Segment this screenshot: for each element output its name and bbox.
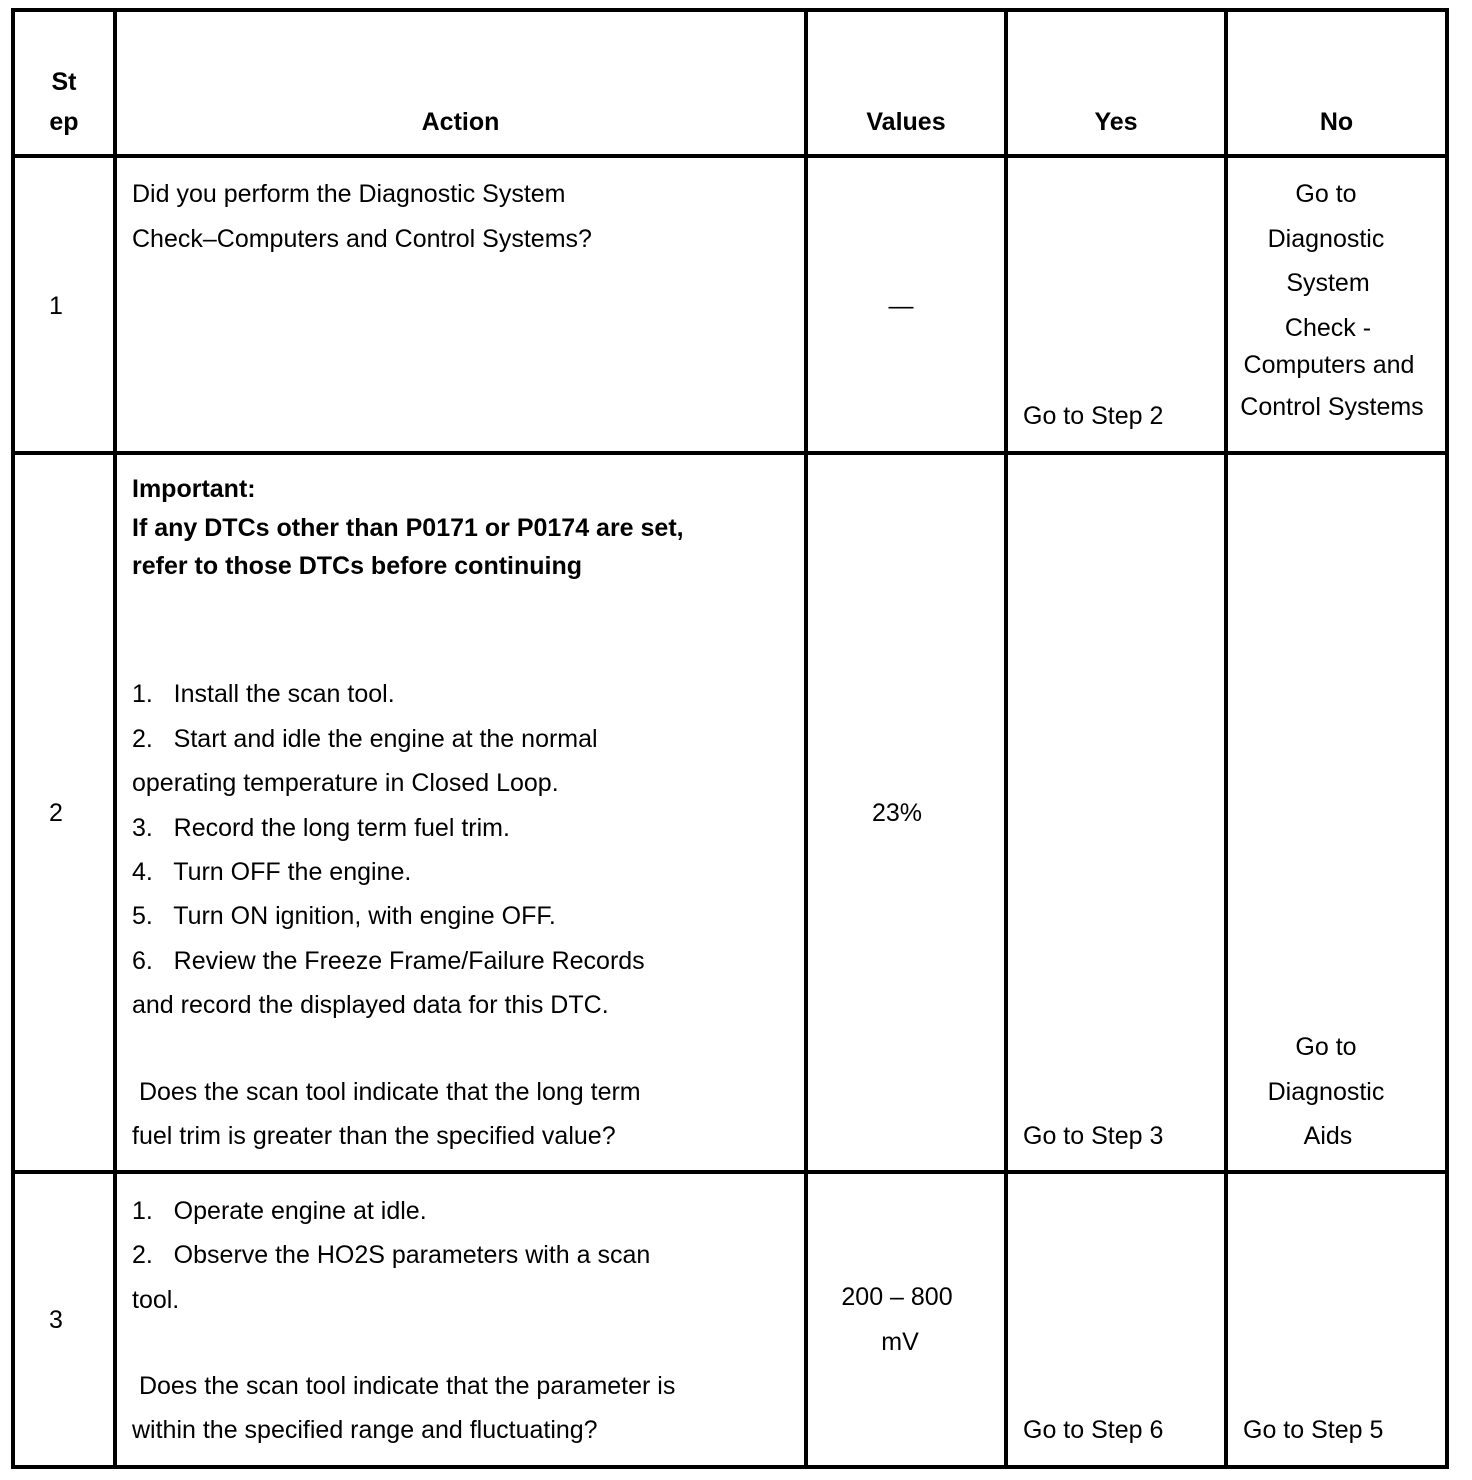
row2-action-line3: operating temperature in Closed Loop. bbox=[132, 769, 559, 797]
header-divider bbox=[11, 154, 1449, 158]
row2-important-line1: If any DTCs other than P0171 or P0174 are set, bbox=[132, 514, 684, 542]
row3-action-line4: Does the scan tool indicate that the parameter is bbox=[132, 1372, 676, 1400]
row1-value: — bbox=[888, 292, 914, 320]
row3-action-line2: 2. Observe the HO2S parameters with a scan bbox=[132, 1241, 651, 1269]
row2-important-heading: Important: bbox=[132, 475, 256, 503]
row2-action-line5: 4. Turn OFF the engine. bbox=[132, 858, 412, 886]
row3-value-line1: 200 – 800 bbox=[841, 1283, 953, 1311]
row2-action-line6: 5. Turn ON ignition, with engine OFF. bbox=[132, 902, 556, 930]
row3-action-line3: tool. bbox=[132, 1286, 180, 1314]
header-action: Action bbox=[421, 108, 500, 136]
table-border-bottom bbox=[11, 1465, 1449, 1469]
table-border-top bbox=[11, 8, 1449, 12]
row3-action-line1: 1. Operate engine at idle. bbox=[132, 1197, 427, 1225]
table-border-left bbox=[11, 8, 15, 1469]
row2-action-line4: 3. Record the long term fuel trim. bbox=[132, 814, 510, 842]
row2-yes: Go to Step 3 bbox=[1023, 1122, 1164, 1150]
row2-action-line10: fuel trim is greater than the specified value? bbox=[132, 1122, 616, 1150]
header-yes: Yes bbox=[1094, 108, 1138, 136]
row1-step: 1 bbox=[49, 292, 63, 320]
row2-no-line3: Aids bbox=[1303, 1122, 1353, 1150]
header-no: No bbox=[1319, 108, 1354, 136]
column-divider-action bbox=[804, 8, 808, 1469]
row2-action-line2: 2. Start and idle the engine at the normal bbox=[132, 725, 598, 753]
row3-yes: Go to Step 6 bbox=[1023, 1416, 1164, 1444]
header-step-line1: St bbox=[51, 68, 77, 96]
row3-step: 3 bbox=[49, 1306, 63, 1334]
header-step-line2: ep bbox=[49, 108, 79, 136]
row2-action-line8: and record the displayed data for this DTC. bbox=[132, 991, 609, 1019]
row3-value-line2: mV bbox=[881, 1328, 919, 1356]
column-divider-values bbox=[1004, 8, 1008, 1469]
row2-no-line1: Go to bbox=[1295, 1033, 1357, 1061]
row1-no-line3: System bbox=[1286, 269, 1370, 297]
row2-no-line2: Diagnostic bbox=[1267, 1078, 1385, 1106]
row2-action-line7: 6. Review the Freeze Frame/Failure Records bbox=[132, 947, 645, 975]
table-border-right bbox=[1445, 8, 1449, 1469]
row-divider-1 bbox=[11, 451, 1449, 455]
row1-no-line5: Computers and bbox=[1243, 351, 1415, 379]
row1-no-line1: Go to bbox=[1295, 180, 1357, 208]
row3-action-line5: within the specified range and fluctuating? bbox=[132, 1416, 598, 1444]
row-divider-2 bbox=[11, 1170, 1449, 1174]
row1-yes: Go to Step 2 bbox=[1023, 402, 1164, 430]
row1-action-line1: Did you perform the Diagnostic System bbox=[132, 180, 566, 208]
row2-action-line9: Does the scan tool indicate that the long term bbox=[132, 1078, 641, 1106]
row1-action-line2: Check–Computers and Control Systems? bbox=[132, 225, 592, 253]
row2-step: 2 bbox=[49, 799, 63, 827]
row1-no-line4: Check - bbox=[1284, 314, 1372, 342]
row1-no-line6: Control Systems bbox=[1240, 393, 1424, 421]
row2-value: 23% bbox=[871, 799, 923, 827]
row2-important-line2: refer to those DTCs before continuing bbox=[132, 552, 583, 580]
header-values: Values bbox=[866, 108, 946, 136]
row3-no: Go to Step 5 bbox=[1243, 1416, 1384, 1444]
row2-action-line1: 1. Install the scan tool. bbox=[132, 680, 395, 708]
row1-no-line2: Diagnostic bbox=[1267, 225, 1385, 253]
column-divider-step bbox=[113, 8, 117, 1469]
